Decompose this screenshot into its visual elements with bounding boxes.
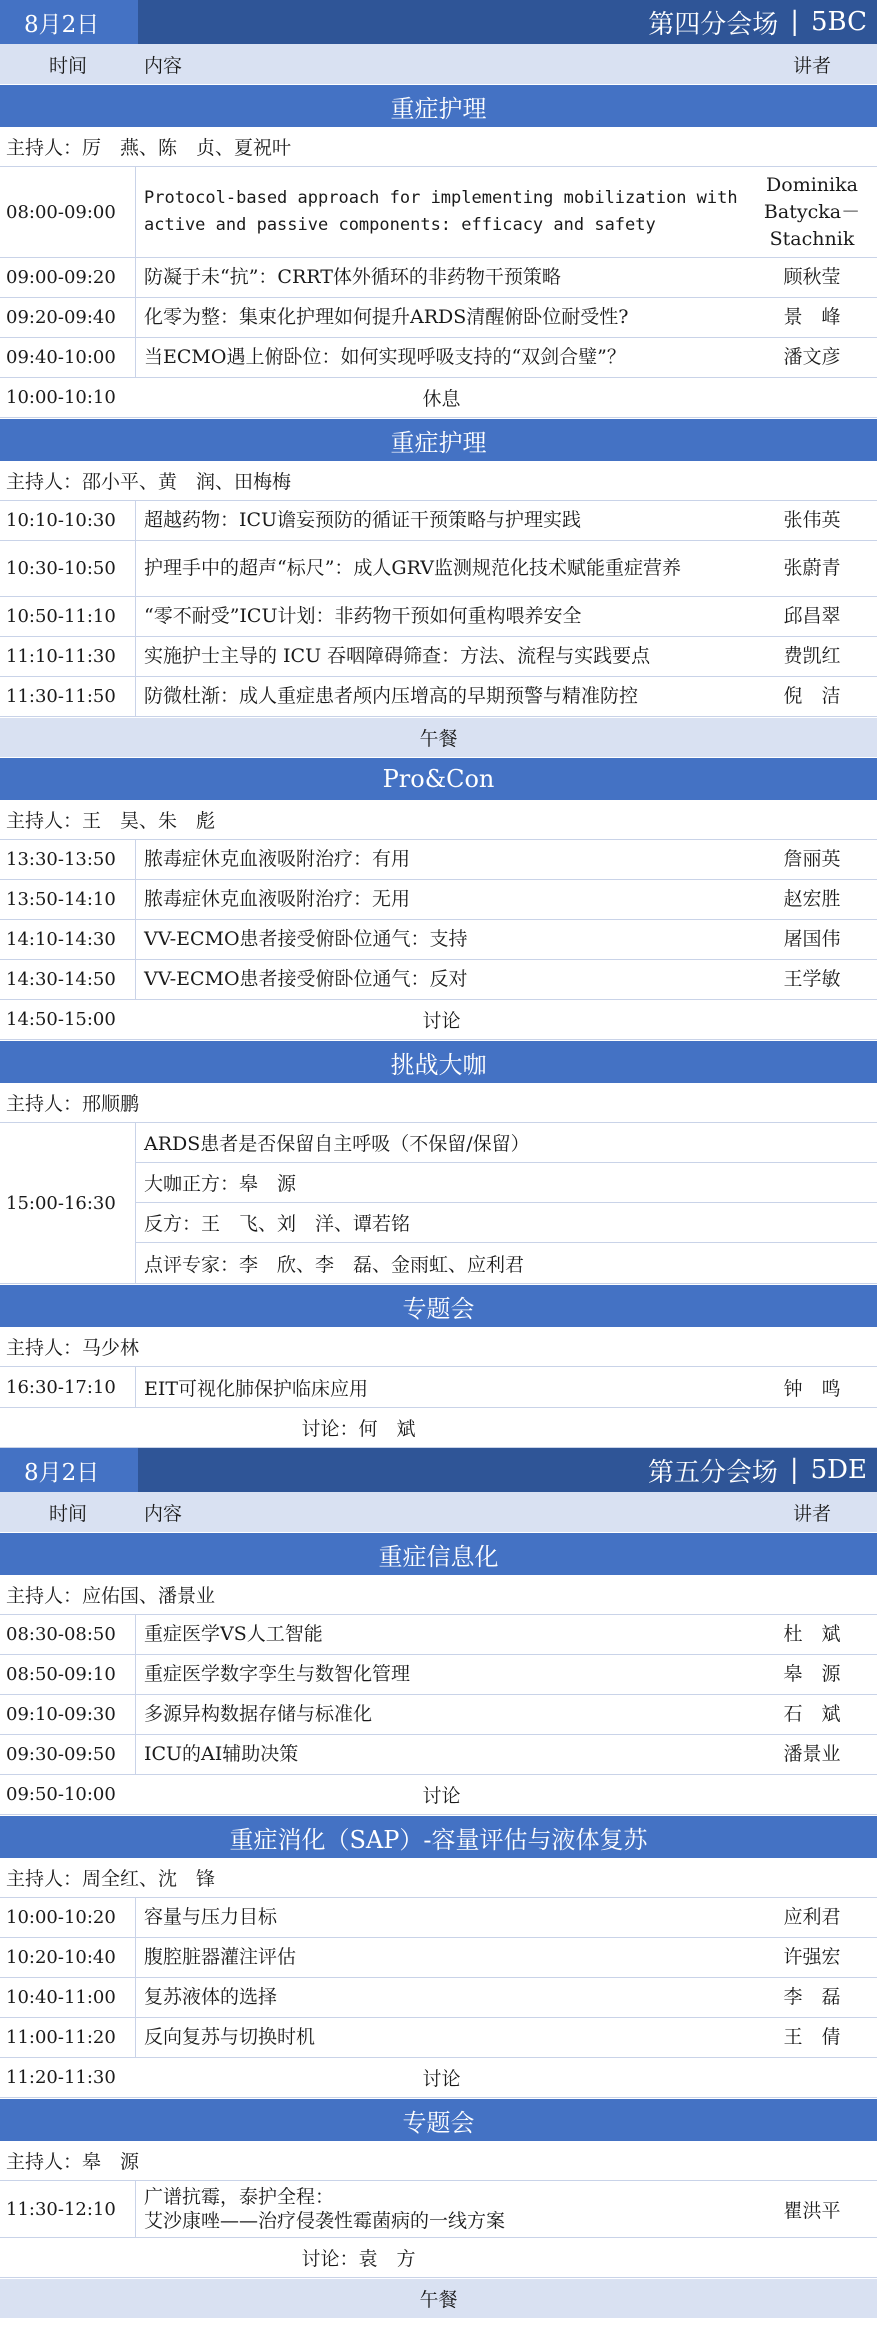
row-topic: EIT可视化肺保护临床应用 xyxy=(144,1377,369,1400)
table-row xyxy=(0,258,877,298)
row-speaker: 许强宏 xyxy=(783,1946,841,1968)
row-time: 13:30-13:50 xyxy=(0,840,136,879)
row-time: 11:30-12:10 xyxy=(0,2181,136,2237)
row-topic xyxy=(144,2185,747,2233)
symposium-line xyxy=(136,1367,877,1407)
row-speaker: 张蔚青 xyxy=(783,557,841,579)
hall5-date: 8月2日 xyxy=(0,1448,138,1492)
row-speaker: 瞿洪平 xyxy=(783,2199,841,2222)
table-row xyxy=(0,298,877,338)
discussion-label: 讨论 xyxy=(422,2068,461,2090)
discussion-row xyxy=(0,1000,877,1040)
debate-line xyxy=(136,1163,877,1203)
row-time: 09:30-09:50 xyxy=(0,1735,136,1774)
hall5-title: 第五分会场 xyxy=(647,1457,778,1488)
discussion-time: 14:50-15:00 xyxy=(6,1009,116,1030)
debate-topic: ARDS患者是否保留自主呼吸（不保留/保留） xyxy=(144,1133,530,1155)
topic-line-2: 艾沙康唑——治疗侵袭性霉菌病的一线方案 xyxy=(144,2210,506,2232)
row-topic: 腹腔脏器灌注评估 xyxy=(144,1946,297,1968)
section-title: 重症信息化 xyxy=(0,1532,877,1575)
host-line: 主持人：马少林 xyxy=(0,1327,877,1367)
row-time: 10:30-10:50 xyxy=(0,541,136,596)
symposium-line xyxy=(136,2181,877,2237)
row-speaker: 景 峰 xyxy=(783,306,841,328)
host-line: 主持人：周全红、沈 锋 xyxy=(0,1858,877,1898)
row-topic: 防微杜渐：成人重症患者颅内压增高的早期预警与精准防控 xyxy=(144,685,639,707)
table-row xyxy=(0,1938,877,1978)
table-row xyxy=(0,920,877,960)
column-topic: 内容 xyxy=(144,54,183,77)
row-topic: 当ECMO遇上俯卧位：如何实现呼吸支持的“双剑合璧”？ xyxy=(144,346,626,368)
column-speaker: 讲者 xyxy=(792,1502,831,1525)
table-row xyxy=(0,167,877,258)
table-row xyxy=(0,338,877,378)
lunch-band: 午餐 xyxy=(0,2278,877,2318)
discussion-line: 讨论：袁 方 xyxy=(0,2238,877,2278)
row-topic: 防凝于未“抗”：CRRT体外循环的非药物干预策略 xyxy=(144,266,561,288)
lunch-band: 午餐 xyxy=(0,717,877,757)
table-row xyxy=(0,880,877,920)
discussion-row xyxy=(0,2058,877,2098)
discussion-label: 讨论 xyxy=(422,1785,461,1807)
hall4-date: 8月2日 xyxy=(0,0,138,44)
row-speaker: 潘景业 xyxy=(783,1743,841,1765)
table-row xyxy=(0,840,877,880)
discussion-label: 讨论 xyxy=(422,1010,461,1032)
host-line: 主持人：应佑国、潘景业 xyxy=(0,1575,877,1615)
row-time: 13:50-14:10 xyxy=(0,880,136,919)
break-row xyxy=(0,378,877,418)
symposium-block xyxy=(0,1367,877,1408)
row-time: 11:30-11:50 xyxy=(0,677,136,716)
row-topic: “零不耐受”ICU计划：非药物干预如何重构喂养安全 xyxy=(144,605,582,627)
row-time: 16:30-17:10 xyxy=(0,1367,136,1407)
debate-line xyxy=(136,1123,877,1163)
row-speaker: 倪 洁 xyxy=(783,685,841,707)
section-title: 挑战大咖 xyxy=(0,1040,877,1083)
row-topic: ICU的AI辅助决策 xyxy=(144,1743,299,1765)
row-speaker: 詹丽英 xyxy=(783,848,841,870)
row-topic: 实施护士主导的 ICU 吞咽障碍筛查：方法、流程与实践要点 xyxy=(144,645,651,667)
row-topic: 化零为整：集束化护理如何提升ARDS清醒俯卧位耐受性? xyxy=(144,306,629,328)
host-line: 主持人：厉 燕、陈 贞、夏祝叶 xyxy=(0,127,877,167)
row-speaker: 赵宏胜 xyxy=(783,888,841,910)
row-time: 11:10-11:30 xyxy=(0,637,136,676)
row-time: 15:00-16:30 xyxy=(0,1123,136,1283)
row-topic: VV-ECMO患者接受俯卧位通气：反对 xyxy=(144,968,468,990)
table-row xyxy=(0,637,877,677)
table-row xyxy=(0,677,877,717)
column-time: 时间 xyxy=(48,1502,87,1525)
row-speaker: 杜 斌 xyxy=(783,1623,841,1645)
hall4-separator: | xyxy=(790,7,799,37)
discussion-time: 11:20-11:30 xyxy=(6,2067,116,2088)
row-time: 09:40-10:00 xyxy=(0,338,136,377)
row-time: 10:40-11:00 xyxy=(0,1978,136,2017)
row-speaker: 应利君 xyxy=(783,1906,841,1928)
hall5-header xyxy=(0,1448,877,1492)
column-topic: 内容 xyxy=(144,1502,183,1525)
debate-line xyxy=(136,1243,877,1283)
row-topic: 重症医学数字孪生与数智化管理 xyxy=(144,1663,411,1685)
discussion-line: 讨论：何 斌 xyxy=(0,1408,877,1448)
table-row xyxy=(0,541,877,597)
debate-reviewers: 点评专家：李 欣、李 磊、金雨虹、应利君 xyxy=(144,1253,525,1276)
topic-line-1: 广谱抗霉，泰护全程： xyxy=(144,2186,335,2208)
debate-line xyxy=(136,1203,877,1243)
hall4-title: 第四分会场 xyxy=(648,9,779,40)
row-topic: 护理手中的超声“标尺”：成人GRV监测规范化技术赋能重症营养 xyxy=(144,557,681,579)
section-title: 重症护理 xyxy=(0,418,877,461)
break-time: 10:00-10:10 xyxy=(6,387,116,408)
debate-block xyxy=(0,1123,877,1284)
row-time: 08:30-08:50 xyxy=(0,1615,136,1654)
symposium-block xyxy=(0,2181,877,2238)
row-speaker: 费凯红 xyxy=(783,645,841,667)
row-topic: VV-ECMO患者接受俯卧位通气：支持 xyxy=(144,928,468,950)
row-time: 11:00-11:20 xyxy=(0,2018,136,2057)
section-title: 重症护理 xyxy=(0,84,877,127)
debate-con: 反方：王 飞、刘 洋、谭若铭 xyxy=(144,1213,411,1235)
row-time: 10:00-10:20 xyxy=(0,1898,136,1937)
section-title: 重症消化（SAP）-容量评估与液体复苏 xyxy=(0,1815,877,1858)
hall5-column-header xyxy=(0,1492,877,1532)
row-time: 10:20-10:40 xyxy=(0,1938,136,1977)
host-line: 主持人：皋 源 xyxy=(0,2141,877,2181)
row-topic: 脓毒症休克血液吸附治疗：有用 xyxy=(144,848,411,870)
table-row xyxy=(0,1655,877,1695)
row-topic: 超越药物：ICU谵妄预防的循证干预策略与护理实践 xyxy=(144,509,582,531)
hall5-room: 5DE xyxy=(810,1455,867,1485)
debate-pro: 大咖正方：皋 源 xyxy=(144,1173,297,1195)
section-title: 专题会 xyxy=(0,1284,877,1327)
row-topic: 多源异构数据存储与标准化 xyxy=(144,1703,373,1725)
discussion-row xyxy=(0,1775,877,1815)
row-time: 14:10-14:30 xyxy=(0,920,136,959)
hall4-column-header xyxy=(0,44,877,84)
row-topic: 脓毒症休克血液吸附治疗：无用 xyxy=(144,888,411,910)
row-topic: Protocol-based approach for implementing mobilization with active and passive components: efficacy and safety xyxy=(144,188,738,235)
host-line: 主持人：王 昊、朱 彪 xyxy=(0,800,877,840)
hall4-header xyxy=(0,0,877,44)
hall4-room: 5BC xyxy=(810,7,867,37)
row-time: 09:10-09:30 xyxy=(0,1695,136,1734)
table-row xyxy=(0,597,877,637)
table-row xyxy=(0,2018,877,2058)
table-row xyxy=(0,501,877,541)
table-row xyxy=(0,1695,877,1735)
hall4-title-bar xyxy=(138,0,877,44)
row-speaker: 张伟英 xyxy=(783,509,841,531)
row-topic: 容量与压力目标 xyxy=(144,1906,278,1928)
column-speaker: 讲者 xyxy=(792,54,831,77)
row-time: 08:50-09:10 xyxy=(0,1655,136,1694)
row-time: 09:20-09:40 xyxy=(0,298,136,337)
column-time: 时间 xyxy=(48,54,87,77)
hall5-title-bar xyxy=(138,1448,877,1492)
row-time: 10:10-10:30 xyxy=(0,501,136,540)
row-speaker: 钟 鸣 xyxy=(783,1377,841,1400)
table-row xyxy=(0,1615,877,1655)
hall5-separator: | xyxy=(789,1455,799,1485)
row-topic: 反向复苏与切换时机 xyxy=(144,2026,316,2048)
row-time: 14:30-14:50 xyxy=(0,960,136,999)
row-time: 10:50-11:10 xyxy=(0,597,136,636)
row-topic: 重症医学VS人工智能 xyxy=(144,1623,323,1645)
table-row xyxy=(0,1898,877,1938)
row-speaker: Dominika Batycka－Stachnik xyxy=(763,173,861,250)
table-row xyxy=(0,960,877,1000)
row-speaker: 石 斌 xyxy=(783,1703,841,1725)
row-speaker: 潘文彦 xyxy=(783,346,841,368)
row-speaker: 顾秋莹 xyxy=(783,266,841,288)
row-speaker: 李 磊 xyxy=(783,1986,841,2008)
host-line: 主持人：邵小平、黄 润、田梅梅 xyxy=(0,461,877,501)
host-line: 主持人：邢顺鹏 xyxy=(0,1083,877,1123)
table-row xyxy=(0,1978,877,2018)
section-title: 专题会 xyxy=(0,2098,877,2141)
break-label: 休息 xyxy=(422,388,461,410)
row-speaker: 屠国伟 xyxy=(783,928,841,950)
section-title: Pro&Con xyxy=(0,757,877,800)
row-speaker: 王 倩 xyxy=(783,2026,841,2048)
row-time: 08:00-09:00 xyxy=(0,167,136,257)
row-speaker: 邱昌翠 xyxy=(783,605,841,627)
row-speaker: 王学敏 xyxy=(783,968,841,990)
row-topic: 复苏液体的选择 xyxy=(144,1986,278,2008)
row-speaker: 皋 源 xyxy=(783,1663,841,1685)
row-time: 09:00-09:20 xyxy=(0,258,136,297)
table-row xyxy=(0,1735,877,1775)
discussion-time: 09:50-10:00 xyxy=(6,1784,116,1805)
